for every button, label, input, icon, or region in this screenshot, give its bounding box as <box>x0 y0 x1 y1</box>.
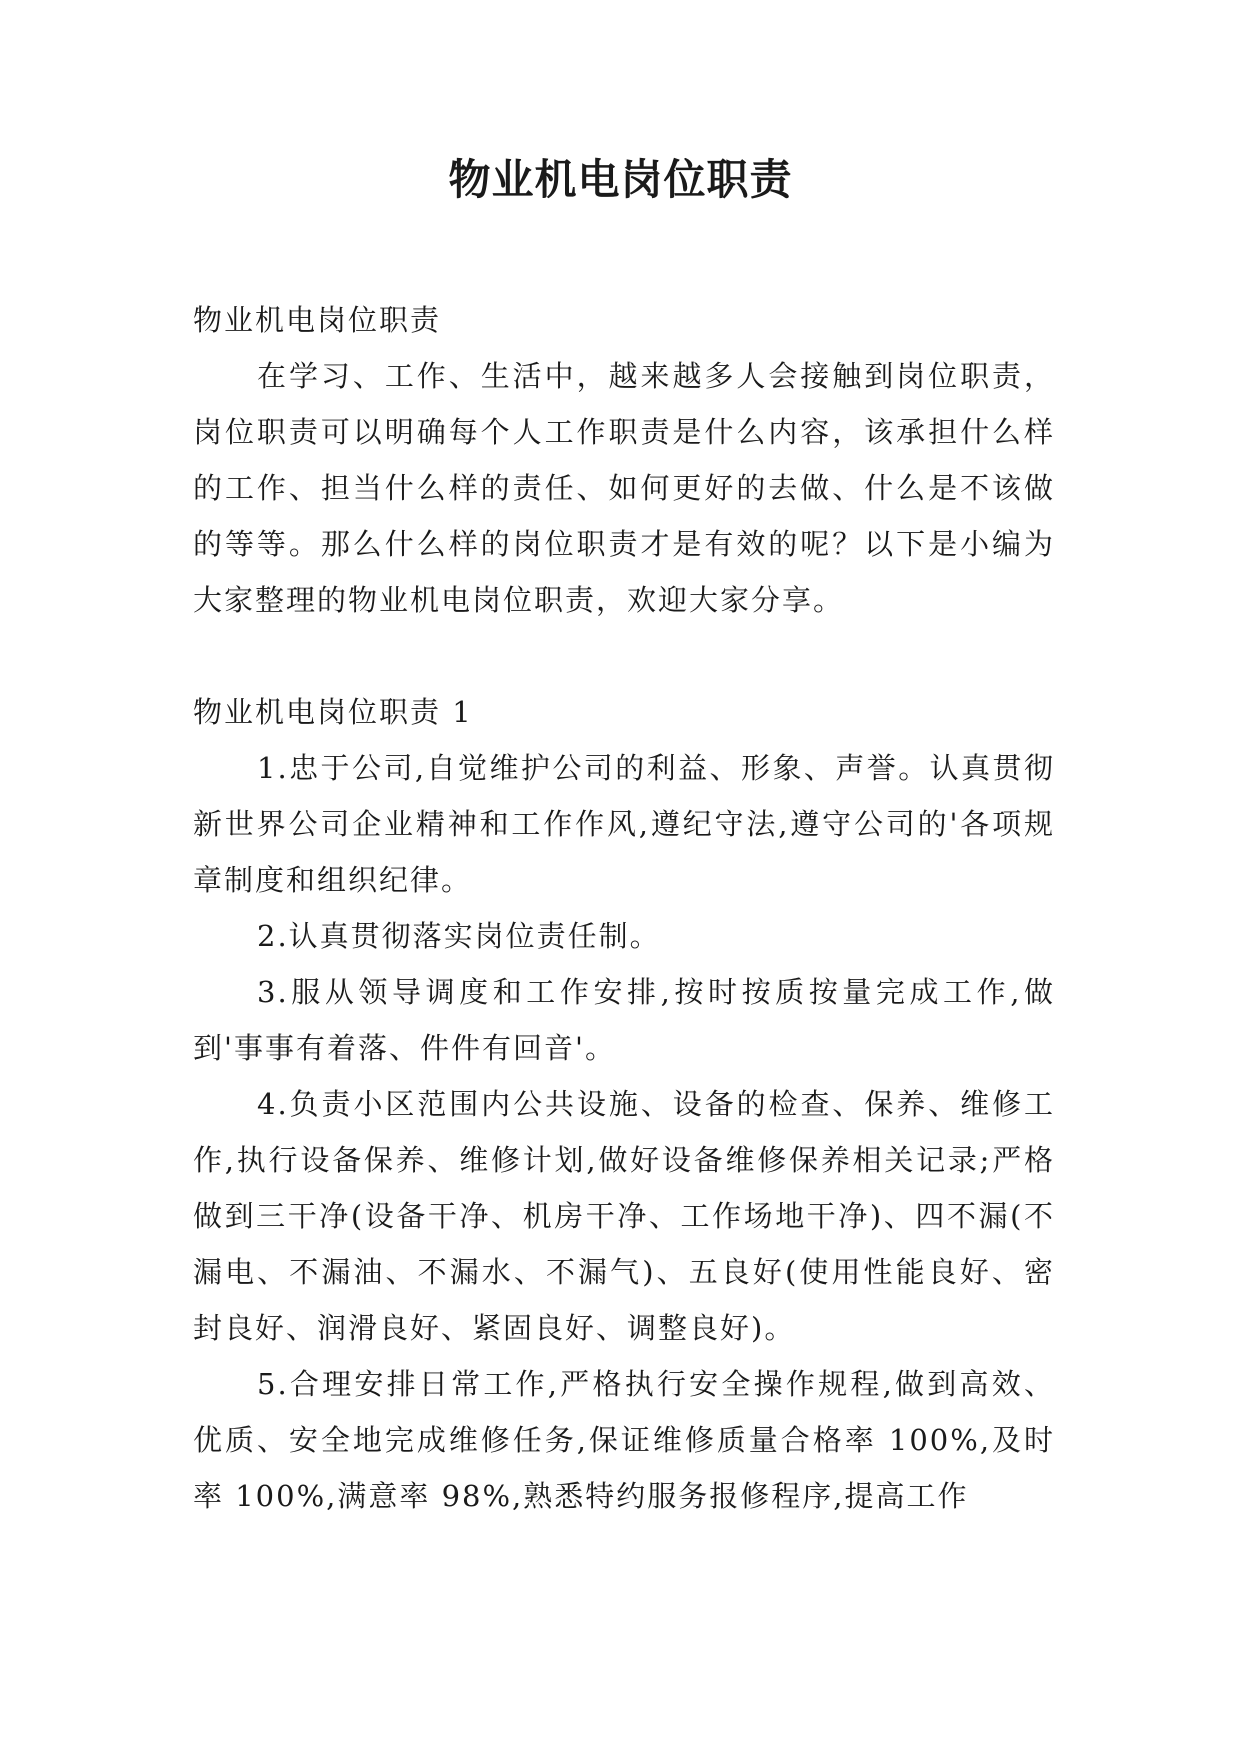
document-body <box>193 292 1055 1524</box>
document-title: 物业机电岗位职责 <box>448 155 793 204</box>
section-heading: 物业机电岗位职责 1 <box>193 695 473 729</box>
duty-item-5: 5.合理安排日常工作,严格执行安全操作规程,做到高效、优质、安全地完成维修任务,保证维修质量合格率 100%,及时率 100%,满意率 98%,熟悉特约服务报修程序,提高工作 <box>193 1367 1055 1513</box>
duty-item-3: 3.服从领导调度和工作安排,按时按质按量完成工作,做到'事事有着落、件件有回音'。 <box>193 975 1055 1065</box>
duty-item-2: 2.认真贯彻落实岗位责任制。 <box>257 919 661 953</box>
duty-item-1: 1.忠于公司,自觉维护公司的利益、形象、声誉。认真贯彻新世界公司企业精神和工作作风,遵纪守法,遵守公司的'各项规章制度和组织纪律。 <box>193 751 1055 897</box>
section-spacer <box>193 628 1055 684</box>
document-subtitle: 物业机电岗位职责 <box>193 303 442 337</box>
duty-item-4: 4.负责小区范围内公共设施、设备的检查、保养、维修工作,执行设备保养、维修计划,做好设备维修保养相关记录;严格做到三干净(设备干净、机房干净、工作场地干净)、四不漏(不漏电、不漏油、不漏水、不漏气)、五良好(使用性能良好、密封良好、润滑良好、紧固良好、调整良好)。 <box>193 1087 1055 1345</box>
intro-paragraph: 在学习、工作、生活中，越来越多人会接触到岗位职责，岗位职责可以明确每个人工作职责是什么内容，该承担什么样的工作、担当什么样的责任、如何更好的去做、什么是不该做的等等。那么什么样的岗位职责才是有效的呢？以下是小编为大家整理的物业机电岗位职责，欢迎大家分享。 <box>193 359 1055 617</box>
